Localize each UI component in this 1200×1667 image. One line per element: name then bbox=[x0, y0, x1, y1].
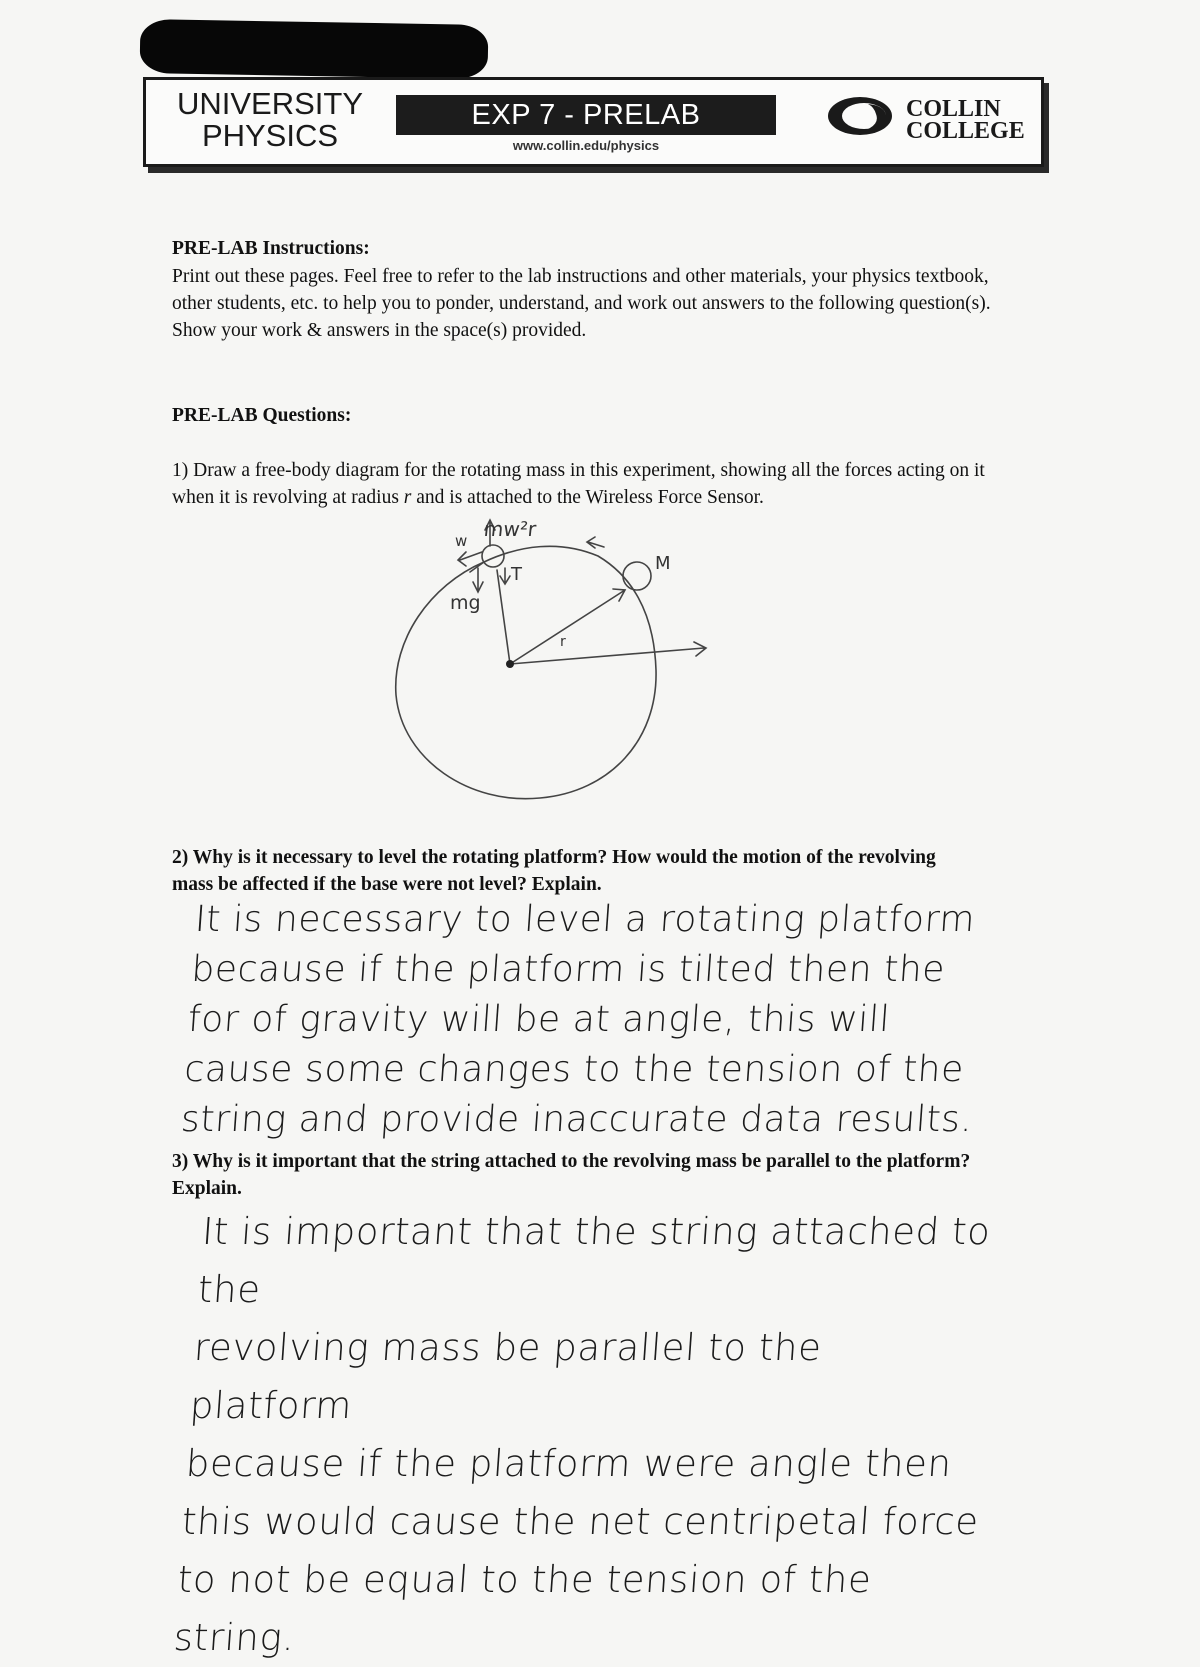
answer-2-line: because if the platform is tilted then the bbox=[190, 949, 947, 990]
question-1 bbox=[172, 457, 1007, 511]
question-3-number: 3) bbox=[172, 1151, 189, 1172]
label-mw2r: mw²r bbox=[482, 517, 538, 541]
question-1-text-after: and is attached to the Wireless Force Sensor. bbox=[411, 487, 764, 508]
question-2-text: Why is it necessary to level the rotating platform? How would the motion of the revolving mass be affected if the base were not level? Explain. bbox=[172, 847, 936, 895]
label-radius: r bbox=[560, 634, 566, 650]
answer-3-line: It is important that the string attached to the bbox=[196, 1210, 992, 1311]
horizontal-axis-arrow bbox=[510, 642, 706, 664]
redaction-block bbox=[140, 19, 489, 79]
course-title-line2: PHYSICS bbox=[201, 118, 339, 153]
label-mass: M bbox=[655, 553, 671, 574]
course-title bbox=[170, 88, 370, 152]
instructions-body: Print out these pages. Feel free to refer to the lab instructions and other materials, your physics textbook, other students, etc. to help you to ponder, understand, and work out answers to the following question(s). Show your work & answers in the space(s) provided. bbox=[172, 266, 991, 341]
instructions-heading: PRE-LAB Instructions: bbox=[172, 238, 370, 259]
answer-2 bbox=[179, 895, 996, 1145]
rotating-mass-circle bbox=[623, 562, 651, 590]
tension-arrow bbox=[500, 568, 510, 584]
question-2 bbox=[172, 844, 972, 898]
answer-3 bbox=[172, 1203, 1004, 1667]
center-point bbox=[506, 660, 514, 668]
answer-3-line: because if the platform were angle then bbox=[184, 1442, 954, 1485]
college-name-line1: COLLIN bbox=[906, 96, 1001, 122]
answer-3-line: this would cause the net centripetal force bbox=[180, 1500, 981, 1543]
website-url: www.collin.edu/physics bbox=[512, 138, 660, 153]
label-w: w bbox=[455, 532, 468, 550]
rotation-circle bbox=[396, 546, 656, 798]
page-header bbox=[143, 77, 1044, 167]
answer-2-line: It is necessary to level a rotating platform bbox=[193, 899, 977, 940]
college-name bbox=[906, 98, 1025, 142]
college-name-line2: COLLEGE bbox=[906, 118, 1025, 144]
answer-2-line: for of gravity will be at angle, this will bbox=[186, 999, 892, 1040]
experiment-banner: EXP 7 - PRELAB bbox=[396, 95, 776, 135]
answer-3-line: revolving mass be parallel to the platform bbox=[188, 1326, 824, 1427]
question-1-number: 1) bbox=[172, 460, 189, 481]
question-1-text-before: Draw a free-body diagram for the rotating mass in this experiment, showing all the forces acting on it when it is revolving at radius bbox=[172, 460, 985, 508]
question-2-number: 2) bbox=[172, 847, 189, 868]
question-1-var: r bbox=[403, 487, 412, 508]
answer-2-line: string and provide inaccurate data results. bbox=[179, 1099, 975, 1140]
weight-arrow bbox=[470, 562, 484, 572]
question-3 bbox=[172, 1148, 992, 1202]
mg-arrow bbox=[473, 568, 483, 592]
collin-college-logo-icon bbox=[824, 94, 904, 138]
velocity-arrow bbox=[458, 552, 482, 566]
course-title-line1: UNIVERSITY bbox=[176, 86, 364, 121]
hanging-mass-circle bbox=[482, 545, 504, 567]
radius-arrow bbox=[510, 589, 625, 664]
center-to-hanging-mass-line bbox=[497, 570, 510, 664]
questions-heading: PRE-LAB Questions: bbox=[172, 405, 352, 426]
answer-2-line: cause some changes to the tension of the bbox=[183, 1049, 966, 1090]
label-mg: mg bbox=[450, 592, 481, 614]
question-3-text: Why is it important that the string attached to the revolving mass be parallel to the platform? Explain. bbox=[172, 1151, 971, 1199]
label-tension: T bbox=[511, 564, 522, 585]
answer-3-line: to not be equal to the tension of the string. bbox=[172, 1558, 873, 1659]
rotation-direction-arrow bbox=[587, 537, 604, 548]
